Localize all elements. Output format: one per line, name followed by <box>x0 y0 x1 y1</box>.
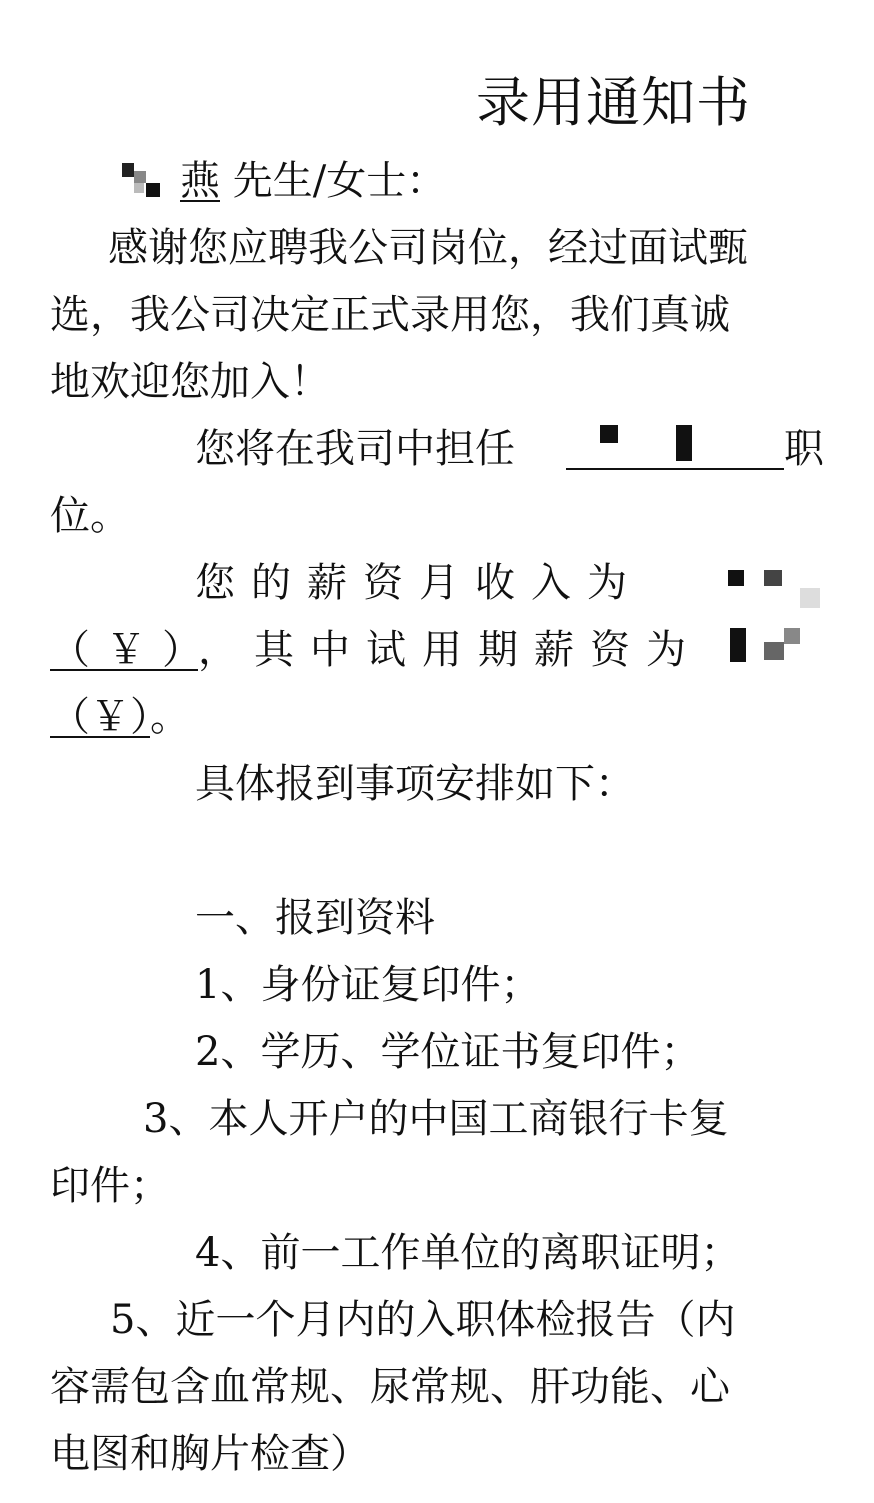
salutation-suffix: 先生/女士： <box>220 158 447 204</box>
item-4: 4、前一工作单位的离职证明； <box>195 1230 741 1276</box>
item-5-line3: 电图和胸片检查） <box>50 1431 370 1477</box>
redacted-probation-salary-mosaic <box>730 628 810 664</box>
item-3-line2: 印件； <box>50 1163 170 1209</box>
paragraph1-line1: 感谢您应聘我公司岗位，经过面试甄 <box>108 225 748 271</box>
salary-line2 <box>50 624 702 676</box>
redacted-name-mosaic <box>122 163 172 205</box>
item-3-line1: 3、本人开户的中国工商银行卡复 <box>143 1096 729 1142</box>
paragraph1-line3: 地欢迎您加入！ <box>50 359 330 405</box>
position-blank-underline <box>566 468 784 470</box>
recipient-name: 燕 <box>180 158 220 204</box>
section1-heading: 一、报到资料 <box>195 895 435 941</box>
position-sentence-prefix: 您将在我司中担任 <box>195 426 515 472</box>
redacted-salary-mosaic <box>728 570 824 610</box>
paragraph1-line2: 选，我公司决定正式录用您，我们真诚 <box>50 292 730 338</box>
item-5-line2: 容需包含血常规、尿常规、肝功能、心 <box>50 1364 730 1410</box>
salary-end-punct: 。 <box>150 694 190 740</box>
salutation-line <box>180 155 446 207</box>
arrangement-intro: 具体报到事项安排如下： <box>195 761 635 807</box>
item-1: 1、身份证复印件； <box>195 962 541 1008</box>
salary-line1: 您的薪资月收入为 <box>195 560 643 606</box>
item-5-line1: 5、近一个月内的入职体检报告（内 <box>110 1297 736 1343</box>
salary-line3 <box>50 691 190 743</box>
item-2: 2、学历、学位证书复印件； <box>195 1029 701 1075</box>
salary-amount-yen: （￥） <box>50 627 198 673</box>
position-sentence-line2: 位。 <box>50 493 130 539</box>
document-title: 录用通知书 <box>476 71 751 134</box>
salary-middle-text: ，其中试用期薪资为 <box>198 627 702 673</box>
redacted-position-mosaic <box>590 425 710 465</box>
probation-salary-yen: （￥） <box>50 694 150 740</box>
position-sentence-suffix: 职 <box>784 426 824 472</box>
